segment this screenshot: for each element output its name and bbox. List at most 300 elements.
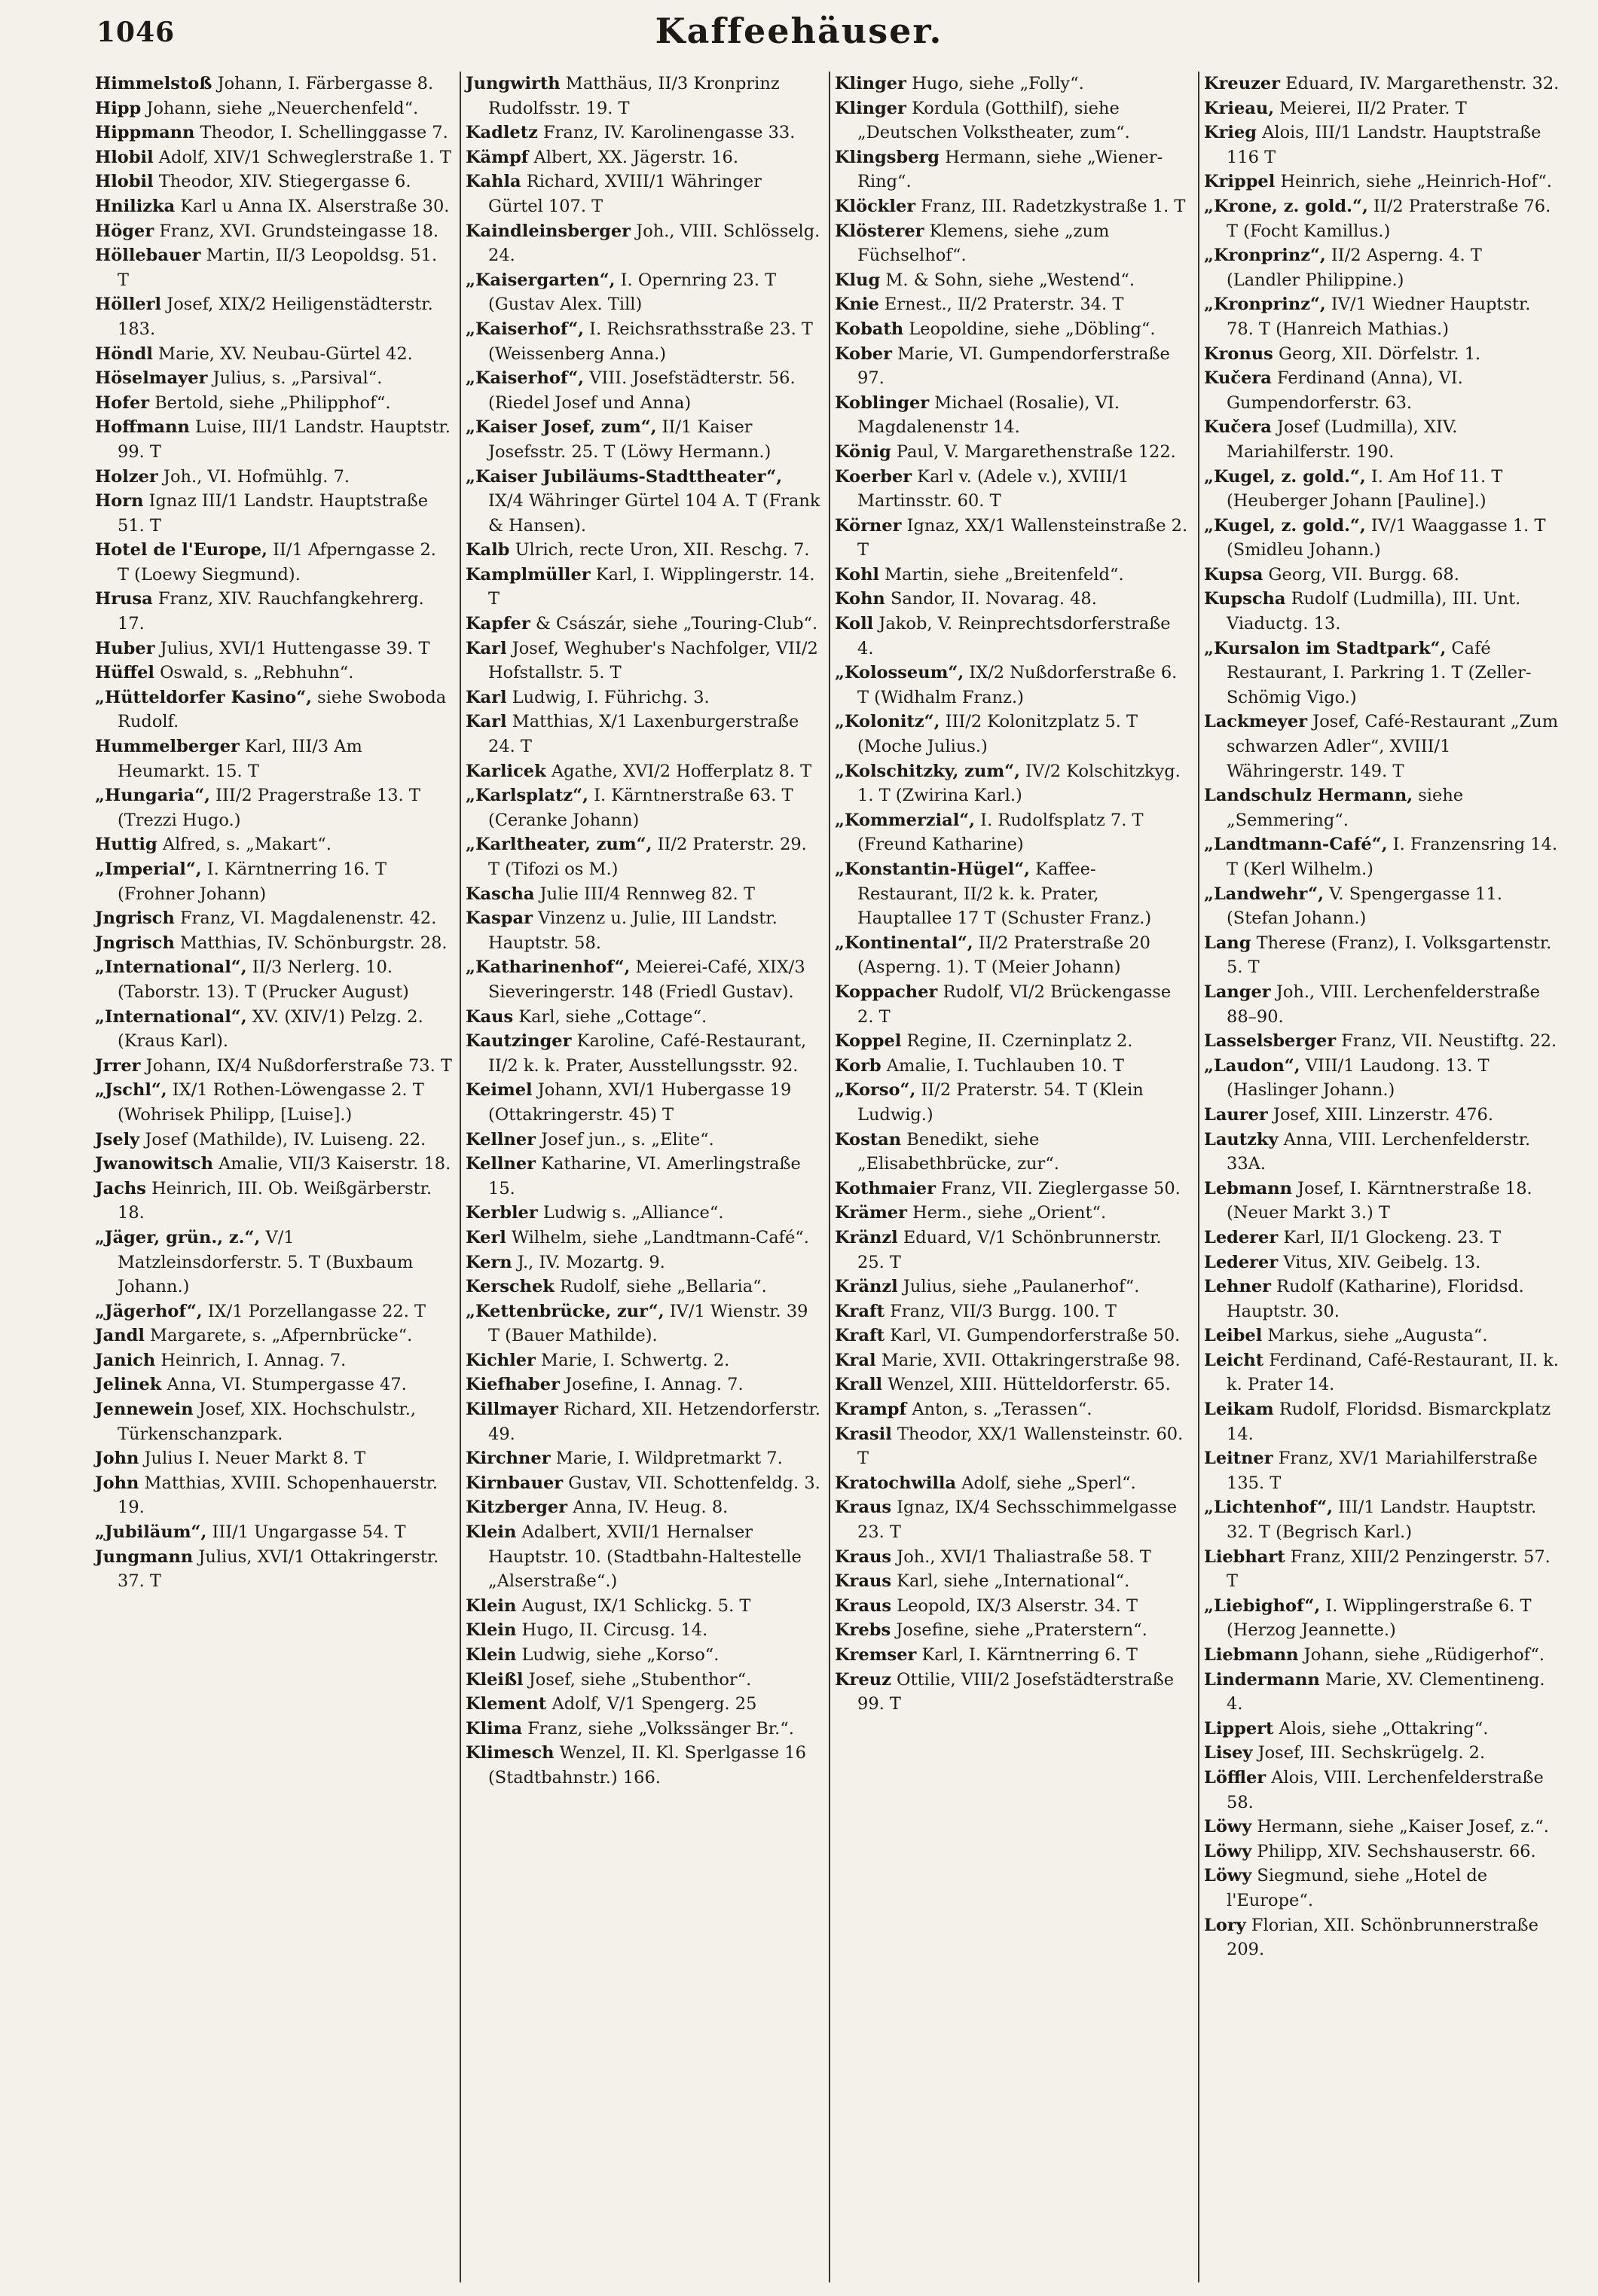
- directory-entry: [466, 219, 821, 268]
- directory-entry: [1204, 465, 1560, 514]
- directory-entry: [1204, 1594, 1560, 1643]
- entry-details: Amalie, I. Tuchlauben 10. T: [881, 1055, 1125, 1076]
- directory-entry: [466, 317, 821, 366]
- entry-details: Karl, I. Wipplingerstr. 14. T: [488, 564, 815, 609]
- entry-name: „Jubiläum“,: [95, 1522, 207, 1543]
- entry-name: Kadletz: [466, 123, 538, 143]
- directory-entry: [466, 1299, 821, 1348]
- entry-name: Höllerl: [95, 295, 162, 315]
- entry-name: Koppacher: [835, 982, 938, 1002]
- directory-entry: [95, 1471, 452, 1520]
- directory-entry: [835, 1594, 1190, 1619]
- entry-details: Siegmund, siehe „Hotel de l'Europe“.: [1227, 1866, 1488, 1910]
- entry-details: II/2 Praterstraße 20 (Asperng. 1). T (Meier Johann): [857, 933, 1150, 978]
- entry-details: Ernest., II/2 Praterstr. 34. T: [878, 295, 1124, 315]
- entry-details: XV. (XIV/1) Pelzg. 2. (Kraus Karl).: [118, 1006, 423, 1052]
- entry-name: „Kolosseum“,: [835, 663, 964, 683]
- entry-details: Florian, XII. Schönbrunnerstraße 209.: [1227, 1915, 1538, 1960]
- directory-entry: [1204, 980, 1560, 1029]
- entry-name: Jelinek: [95, 1375, 162, 1395]
- directory-entry: [1204, 1913, 1560, 1962]
- entry-details: Amalie, VII/3 Kaiserstr. 18.: [213, 1154, 451, 1174]
- entry-details: I. Am Hof 11. T (Heuberger Johann [Pauline].): [1227, 466, 1503, 511]
- page-number: 1046: [96, 17, 176, 48]
- entry-details: Joh., VIII. Lerchenfelderstraße 88–90.: [1227, 982, 1540, 1027]
- directory-entry: [835, 440, 1190, 465]
- entry-details: Luise, III/1 Landstr. Hauptstr. 99. T: [118, 417, 451, 462]
- entry-name: Kerbler: [466, 1203, 538, 1223]
- entry-name: Jwanowitsch: [95, 1154, 213, 1174]
- entry-name: Lautzky: [1204, 1129, 1279, 1150]
- entry-name: Kämpf: [466, 147, 529, 167]
- entry-name: Kreuzer: [1204, 74, 1281, 93]
- entry-name: Karlicek: [466, 761, 546, 781]
- directory-entry: [1204, 710, 1560, 783]
- entry-name: „Landtmann-Café“,: [1204, 835, 1388, 855]
- directory-entry: [466, 1372, 821, 1397]
- directory-entry: [95, 783, 452, 832]
- entry-name: Krieg: [1204, 123, 1257, 143]
- entry-name: Kraus: [835, 1571, 892, 1592]
- directory-entry: [95, 342, 452, 367]
- directory-entry: [1204, 783, 1560, 832]
- directory-entry: [466, 882, 821, 907]
- entry-name: Hlobil: [95, 172, 154, 192]
- entry-name: Kreuz: [835, 1669, 891, 1690]
- entry-name: Kohl: [835, 564, 879, 585]
- entry-details: Joh., XVI/1 Thaliastraße 58. T: [891, 1546, 1151, 1567]
- entry-name: Löffler: [1204, 1767, 1266, 1788]
- entry-name: „Korso“,: [835, 1080, 916, 1101]
- entry-name: Kellner: [466, 1154, 536, 1174]
- page-title: Kaffeehäuser.: [655, 11, 943, 51]
- entry-details: Richard, XVIII/1 Währinger Gürtel 107. T: [488, 172, 762, 216]
- column-4: [1198, 72, 1567, 2282]
- entry-details: Hugo, II. Circusg. 14.: [516, 1620, 708, 1641]
- directory-entry: [466, 783, 821, 832]
- entry-details: Franz, XV/1 Mariahilferstraße 135. T: [1227, 1449, 1538, 1493]
- entry-details: Josef, III. Sechskrügelg. 2.: [1252, 1743, 1486, 1763]
- entry-details: Rudolf (Ludmilla), III. Unt. Viaductg. 13.: [1227, 589, 1521, 634]
- entry-name: Kern: [466, 1252, 512, 1272]
- entry-name: „Jägerhof“,: [95, 1301, 203, 1321]
- entry-details: Hermann, siehe „Wiener-Ring“.: [857, 147, 1163, 192]
- entry-details: Vitus, XIV. Geibelg. 13.: [1278, 1252, 1481, 1272]
- entry-name: „Jschl“,: [95, 1080, 167, 1101]
- entry-name: Kupsa: [1204, 564, 1263, 585]
- entry-name: Himmelstoß: [95, 74, 212, 93]
- entry-details: Heinrich, siehe „Heinrich-Hof“.: [1275, 172, 1552, 192]
- entry-name: Krippel: [1204, 172, 1276, 192]
- entry-name: Jennewein: [95, 1400, 194, 1420]
- directory-entry: [95, 391, 452, 416]
- entry-name: Landschulz Hermann,: [1204, 786, 1413, 806]
- entry-details: Ludwig, I. Führichg. 3.: [506, 687, 710, 707]
- entry-name: „Imperial“,: [95, 859, 202, 879]
- entry-details: Anton, s. „Terassen“.: [906, 1400, 1092, 1420]
- entry-name: Hnilizka: [95, 196, 176, 216]
- entry-details: Paul, V. Margarethenstraße 122.: [891, 441, 1176, 462]
- directory-entry: [95, 857, 452, 906]
- entry-details: V/1 Matzleinsdorferstr. 5. T (Buxbaum Johann.): [118, 1227, 414, 1297]
- directory-entry: [1204, 1643, 1560, 1668]
- entry-name: Kichler: [466, 1350, 536, 1370]
- entry-name: Krebs: [835, 1620, 891, 1641]
- entry-details: I. Franzensring 14. T (Kerl Wilhelm.): [1227, 835, 1558, 879]
- directory-entry: [835, 1078, 1190, 1127]
- directory-entry: [1204, 1348, 1560, 1397]
- entry-name: Jsely: [95, 1129, 140, 1150]
- entry-name: John: [95, 1449, 139, 1469]
- directory-entry: [466, 1005, 821, 1030]
- entry-details: J., IV. Mozartg. 9.: [512, 1252, 665, 1272]
- directory-entry: [835, 1275, 1190, 1299]
- entry-name: Klösterer: [835, 221, 924, 241]
- entry-details: Marie, XV. Clementineng. 4.: [1227, 1669, 1545, 1714]
- entry-name: „Kaiser Josef, zum“,: [466, 417, 657, 438]
- entry-name: Löwy: [1204, 1817, 1252, 1837]
- entry-name: Kohn: [835, 589, 885, 609]
- directory-entry: [835, 1545, 1190, 1570]
- entry-details: Karl, siehe „International“.: [891, 1571, 1130, 1592]
- entry-details: Josef, XIII. Linzerstr. 476.: [1267, 1104, 1494, 1125]
- directory-entry: [1204, 514, 1560, 563]
- entry-name: Kral: [835, 1350, 876, 1370]
- directory-entry: [466, 1618, 821, 1643]
- entry-name: Kothmaier: [835, 1178, 936, 1198]
- entry-details: Matthias, XVIII. Schopenhauerstr. 19.: [118, 1473, 438, 1518]
- directory-entry: [466, 1717, 821, 1742]
- directory-entry: [835, 96, 1190, 145]
- entry-details: Matthias, IV. Schönburgstr. 28.: [174, 933, 448, 953]
- entry-details: Martin, II/3 Leopoldsg. 51. T: [118, 246, 438, 290]
- directory-entry: [1204, 1766, 1560, 1815]
- entry-details: Rudolf, VI/2 Brückengasse 2. T: [857, 982, 1172, 1027]
- directory-entry: [466, 1446, 821, 1471]
- entry-name: Löwy: [1204, 1841, 1252, 1861]
- entry-name: „Kolschitzky, zum“,: [835, 761, 1020, 781]
- entry-details: Ulrich, recte Uron, XII. Reschg. 7.: [509, 540, 810, 560]
- entry-name: Kronus: [1204, 343, 1273, 364]
- directory-entry: [835, 465, 1190, 514]
- entry-details: Klemens, siehe „zum Füchselhof“.: [857, 221, 1110, 266]
- entry-details: Alois, VIII. Lerchenfelderstraße 58.: [1227, 1767, 1544, 1812]
- entry-name: Hoffmann: [95, 417, 190, 438]
- entry-name: Kerl: [466, 1227, 506, 1247]
- entry-details: Regine, II. Czerninplatz 2.: [901, 1031, 1133, 1052]
- entry-name: Krampf: [835, 1400, 907, 1420]
- directory-entry: [1204, 292, 1560, 341]
- entry-details: II/2 Praterstr. 29. T (Tifozi os M.): [488, 835, 807, 879]
- directory-entry: [1204, 169, 1560, 194]
- entry-name: „International“,: [95, 957, 247, 978]
- directory-entry: [95, 145, 452, 170]
- entry-details: Franz, VII. Zieglergasse 50.: [935, 1178, 1181, 1198]
- entry-details: Joh., VIII. Schlösselg. 24.: [488, 221, 820, 266]
- directory-entry: [835, 563, 1190, 588]
- entry-details: Wenzel, II. Kl. Sperlgasse 16 (Stadtbahnstr.) 166.: [488, 1743, 806, 1788]
- directory-entry: [1204, 1275, 1560, 1324]
- directory-entry: [95, 465, 452, 490]
- entry-name: Lackmeyer: [1204, 712, 1308, 732]
- entry-name: Laurer: [1204, 1104, 1268, 1125]
- entry-details: Vinzenz u. Julie, III Landstr. Hauptstr. 58.: [488, 908, 778, 953]
- entry-name: Klement: [466, 1694, 547, 1714]
- entry-details: Johann, XVI/1 Hubergasse 19 (Ottakringerstr. 45) T: [488, 1080, 792, 1125]
- entry-details: Kaffee-Restaurant, II/2 k. k. Prater, Hauptallee 17 T (Schuster Franz.): [857, 859, 1152, 929]
- entry-details: Ludwig s. „Alliance“.: [537, 1203, 724, 1223]
- directory-entry: [835, 980, 1190, 1029]
- entry-name: „Kronprinz“,: [1204, 246, 1326, 266]
- entry-details: Alois, III/1 Landstr. Hauptstraße 116 T: [1227, 123, 1541, 167]
- entry-name: „Kronprinz“,: [1204, 295, 1326, 315]
- entry-details: siehe Swoboda Rudolf.: [118, 687, 447, 732]
- entry-details: IV/1 Waaggasse 1. T (Smidleu Johann.): [1227, 515, 1546, 560]
- entry-name: Jngrisch: [95, 908, 175, 929]
- directory-entry: [95, 121, 452, 145]
- directory-entry: [95, 1372, 452, 1397]
- directory-entry: [466, 538, 821, 563]
- entry-name: Hlobil: [95, 147, 154, 167]
- entry-details: III/1 Landstr. Hauptstr. 32. T (Begrisch Karl.): [1227, 1498, 1537, 1543]
- entry-name: Huber: [95, 638, 155, 658]
- entry-details: I. Rudolfsplatz 7. T (Freund Katharine): [857, 810, 1144, 855]
- entry-details: Hugo, siehe „Folly“.: [906, 74, 1084, 93]
- entry-name: Leibel: [1204, 1326, 1263, 1346]
- entry-details: Julius, s. „Parsival“.: [207, 368, 383, 389]
- entry-details: Josef (Ludmilla), XIV. Mariahilferstr. 190.: [1227, 417, 1458, 462]
- entry-name: Kraus: [835, 1595, 892, 1616]
- directory-entry: [835, 808, 1190, 857]
- directory-entry: [95, 72, 452, 96]
- entry-details: Johann, siehe „Rüdigerhof“.: [1298, 1645, 1545, 1665]
- directory-entry: [835, 1422, 1190, 1471]
- entry-name: Klein: [466, 1645, 517, 1665]
- directory-entry: [835, 1471, 1190, 1496]
- entry-details: III/1 Ungargasse 54. T: [206, 1522, 406, 1543]
- directory-entry: [95, 1128, 452, 1153]
- entry-details: Leopoldine, siehe „Döbling“.: [903, 319, 1156, 339]
- entry-name: Leicht: [1204, 1350, 1264, 1370]
- directory-entry: [95, 1152, 452, 1177]
- entry-name: Klug: [835, 270, 881, 290]
- directory-entry: [835, 661, 1190, 710]
- entry-details: Josef, I. Kärntnerstraße 18. (Neuer Markt 3.) T: [1227, 1178, 1532, 1223]
- entry-details: VIII. Josefstädterstr. 56. (Riedel Josef und Anna): [488, 368, 796, 413]
- entry-details: Josef, XIX/2 Heiligenstädterstr. 183.: [118, 295, 433, 339]
- directory-entry: [1204, 121, 1560, 169]
- entry-name: Klingsberg: [835, 147, 940, 167]
- directory-entry: [1204, 1840, 1560, 1864]
- directory-entry: [835, 1201, 1190, 1226]
- column-2: [460, 72, 829, 2282]
- directory-entry: [835, 1226, 1190, 1275]
- directory-entry: [835, 1495, 1190, 1544]
- entry-name: Hippmann: [95, 123, 195, 143]
- directory-entry: [1204, 1397, 1560, 1446]
- directory-entry: [1204, 1324, 1560, 1348]
- entry-name: Krieau,: [1204, 98, 1275, 118]
- entry-name: Kober: [835, 343, 892, 364]
- entry-name: Karl: [466, 712, 507, 732]
- entry-details: Adalbert, XVII/1 Hernalser Hauptstr. 10. (Stadtbahn-Haltestelle „Alserstraße“.): [488, 1522, 802, 1592]
- entry-details: August, IX/1 Schlickg. 5. T: [516, 1595, 751, 1616]
- entry-details: Rudolf, Floridsd. Bismarckplatz 14.: [1227, 1400, 1551, 1444]
- entry-name: „Katharinenhof“,: [466, 957, 631, 978]
- entry-details: Karl v. (Adele v.), XVIII/1 Martinsstr. 60. T: [857, 466, 1129, 511]
- entry-name: Höndl: [95, 343, 153, 364]
- entry-name: Kraft: [835, 1326, 885, 1346]
- directory-entry: [1204, 1128, 1560, 1177]
- entry-name: Klein: [466, 1522, 517, 1543]
- directory-entry: [95, 1226, 452, 1299]
- entry-name: Hofer: [95, 392, 150, 413]
- entry-details: Josefine, I. Annag. 7.: [559, 1375, 744, 1395]
- entry-details: Anna, IV. Heug. 8.: [567, 1498, 729, 1518]
- entry-details: Wenzel, XIII. Hütteldorferstr. 65.: [882, 1375, 1171, 1395]
- entry-name: „Hungaria“,: [95, 786, 210, 806]
- entry-details: II/2 Praterstraße 76. T (Focht Kamillus.): [1227, 196, 1551, 241]
- page-header: [0, 0, 1598, 75]
- entry-name: Lehner: [1204, 1277, 1272, 1297]
- entry-name: Horn: [95, 491, 144, 511]
- entry-name: „Kettenbrücke, zur“,: [466, 1301, 665, 1321]
- directory-entry: [466, 637, 821, 685]
- directory-entry: [1204, 832, 1560, 881]
- entry-details: Matthias, X/1 Laxenburgerstraße 24. T: [488, 712, 799, 757]
- entry-name: Kamplmüller: [466, 564, 591, 585]
- entry-name: „Karlsplatz“,: [466, 786, 588, 806]
- directory-entry: [1204, 931, 1560, 980]
- entry-name: Kaindleinsberger: [466, 221, 631, 241]
- directory-entry: [95, 194, 452, 219]
- entry-name: Kitzberger: [466, 1498, 568, 1518]
- directory-entry: [466, 906, 821, 955]
- entry-details: Franz, III. Radetzkystraße 1. T: [915, 196, 1186, 216]
- entry-details: I. Reichsrathsstraße 23. T (Weissenberg Anna.): [488, 319, 813, 364]
- entry-details: Agathe, XVI/2 Hofferplatz 8. T: [545, 761, 812, 781]
- entry-details: Josef, siehe „Stubenthor“.: [523, 1669, 752, 1690]
- entry-details: siehe „Semmering“.: [1227, 786, 1464, 830]
- directory-entry: [835, 1668, 1190, 1717]
- directory-entry: [1204, 1250, 1560, 1275]
- directory-entry: [95, 955, 452, 1004]
- directory-entry: [1204, 882, 1560, 931]
- directory-entry: [1204, 72, 1560, 96]
- entry-name: Kupscha: [1204, 589, 1286, 609]
- entry-details: IX/1 Porzellangasse 22. T: [202, 1301, 426, 1321]
- entry-details: I. Kärntnerstraße 63. T (Ceranke Johann): [488, 786, 793, 830]
- column-1: [90, 72, 460, 2282]
- directory-entry: [835, 317, 1190, 342]
- directory-entry: [466, 1741, 821, 1790]
- entry-name: Jandl: [95, 1326, 145, 1346]
- entry-details: Franz, VI. Magdalenenstr. 42.: [174, 908, 437, 929]
- entry-name: Liebhart: [1204, 1546, 1285, 1567]
- directory-entry: [1204, 1054, 1560, 1103]
- entry-name: Lippert: [1204, 1718, 1274, 1739]
- directory-entry: [466, 759, 821, 784]
- entry-details: Franz, XIII/2 Penzingerstr. 57. T: [1227, 1546, 1551, 1592]
- entry-details: Alois, siehe „Ottakring“.: [1273, 1718, 1489, 1739]
- entry-details: Josef, Café-Restaurant „Zum schwarzen Adler“, XVIII/1 Währingerstr. 149. T: [1227, 712, 1559, 781]
- directory-entry: [466, 955, 821, 1004]
- directory-entry: [835, 587, 1190, 612]
- directory-entry: [95, 734, 452, 783]
- entry-name: Hüffel: [95, 663, 154, 683]
- entry-name: „Lichtenhof“,: [1204, 1498, 1333, 1518]
- entry-name: Koppel: [835, 1031, 902, 1052]
- entry-name: „Karltheater, zum“,: [466, 835, 652, 855]
- directory-entry: [1204, 1741, 1560, 1766]
- directory-entry: [466, 1348, 821, 1373]
- entry-details: Franz, siehe „Volkssänger Br.“.: [522, 1718, 794, 1739]
- directory-entry: [95, 243, 452, 292]
- entry-name: „International“,: [95, 1006, 247, 1027]
- directory-entry: [1204, 194, 1560, 243]
- entry-name: Kostan: [835, 1129, 902, 1150]
- entry-details: Alfred, s. „Makart“.: [157, 835, 332, 855]
- entry-name: Leitner: [1204, 1449, 1273, 1469]
- entry-name: Kapfer: [466, 614, 530, 634]
- entry-name: „Hütteldorfer Kasino“,: [95, 687, 312, 707]
- entry-name: Keimel: [466, 1080, 533, 1101]
- directory-entry: [466, 1152, 821, 1201]
- directory-entry: [835, 292, 1190, 317]
- entry-details: IV/2 Kolschitzkyg. 1. T (Zwirina Karl.): [857, 761, 1181, 806]
- directory-entry: [466, 1029, 821, 1078]
- directory-entry: [835, 1643, 1190, 1668]
- entry-name: Lebmann: [1204, 1178, 1292, 1198]
- entry-details: Marie, VI. Gumpendorferstraße 97.: [857, 343, 1170, 389]
- entry-name: „Kursalon im Stadtpark“,: [1204, 638, 1447, 658]
- entry-details: Herm., siehe „Orient“.: [906, 1203, 1107, 1223]
- directory-entry: [835, 1029, 1190, 1054]
- entry-details: Marie, XV. Neubau-Gürtel 42.: [152, 343, 413, 364]
- entry-details: Franz, VII. Neustiftg. 22.: [1336, 1031, 1557, 1052]
- entry-details: Marie, I. Wildpretmarkt 7.: [550, 1449, 783, 1469]
- entry-name: „Kaiserhof“,: [466, 368, 584, 389]
- entry-name: Koll: [835, 614, 874, 634]
- directory-entry: [466, 1471, 821, 1496]
- entry-name: Kratochwilla: [835, 1473, 957, 1493]
- directory-entry: [835, 1128, 1190, 1177]
- directory-entry: [835, 1569, 1190, 1594]
- entry-name: Kellner: [466, 1129, 536, 1150]
- directory-entry: [466, 1226, 821, 1250]
- entry-details: II/1 Afperngasse 2. T (Loewy Siegmund).: [118, 540, 436, 585]
- entry-details: Meierei, II/2 Prater. T: [1274, 98, 1467, 118]
- entry-details: Karl, III/3 Am Heumarkt. 15. T: [118, 737, 362, 781]
- entry-details: Georg, XII. Dörfelstr. 1.: [1273, 343, 1481, 364]
- entry-details: Julius, siehe „Paulanerhof“.: [897, 1277, 1140, 1297]
- entry-details: Therese (Franz), I. Volksgartenstr. 5. T: [1227, 933, 1552, 978]
- directory-entry: [95, 1545, 452, 1594]
- entry-name: Hummelberger: [95, 737, 240, 757]
- entry-details: Adolf, siehe „Sperl“.: [956, 1473, 1136, 1493]
- entry-details: VIII/1 Laudong. 13. T (Haslinger Johann.): [1227, 1055, 1490, 1101]
- entry-details: Sandor, II. Novarag. 48.: [885, 589, 1097, 609]
- directory-entry: [835, 145, 1190, 194]
- directory-entry: [1204, 415, 1560, 464]
- entry-name: „Kommerzial“,: [835, 810, 976, 830]
- entry-name: Höger: [95, 221, 154, 241]
- directory-entry: [835, 219, 1190, 268]
- directory-entry: [1204, 1226, 1560, 1250]
- directory-entry: [835, 391, 1190, 440]
- entry-details: Franz, VII/3 Burgg. 100. T: [885, 1301, 1117, 1321]
- entry-details: Josefine, siehe „Praterstern“.: [891, 1620, 1147, 1641]
